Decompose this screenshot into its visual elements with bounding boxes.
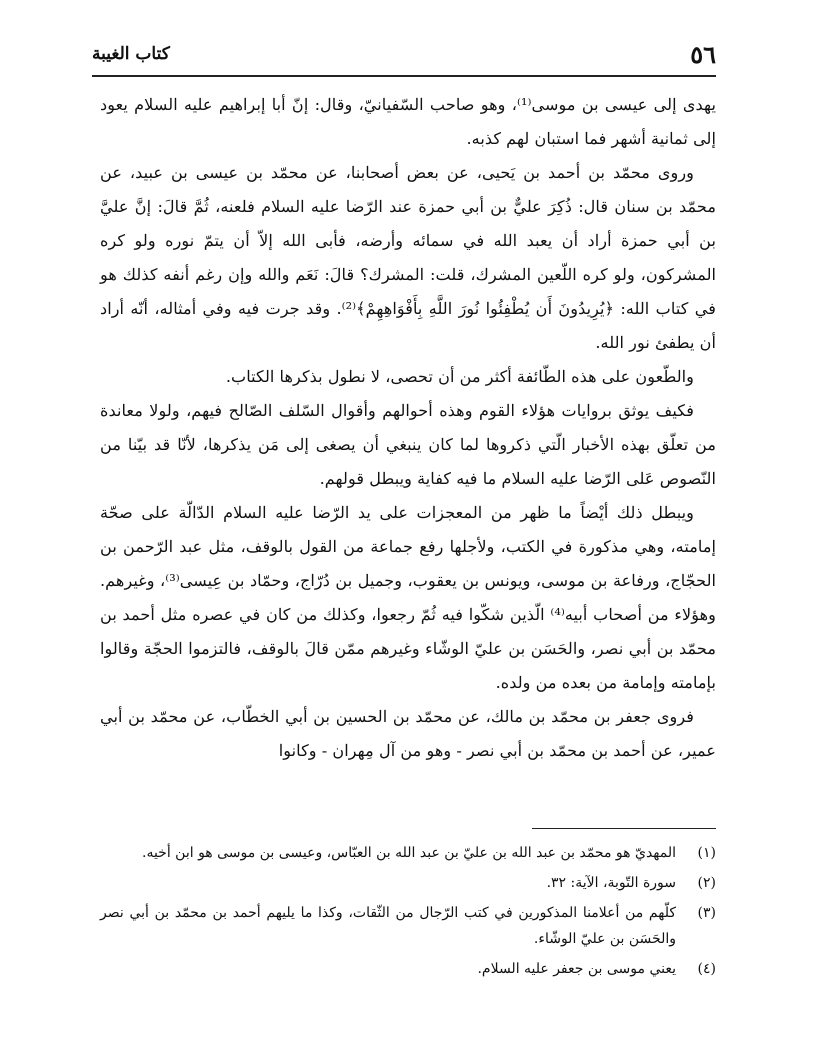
footnote-number: (٣) <box>697 905 716 921</box>
paragraph: ويبطل ذلك أيْضاً ما ظهر من المعجزات على يد الرّضا عليه السلام الدّالّة على صحّة إمامته، وهي مذكورة في الكتب، ولأجلها رفع جماعة من القول بالوقف، مثل عبد الرّحمن بن الحجّاج، ورفاعة بن موسى، ويونس بن يعقوب، وجميل بن دُرّاج، وحمّاد بن عِيسى⁽³⁾، وغيرهم. وهؤلاء من أصحاب أبيه⁽⁴⁾ الّذين شكّوا فيه ثُمّ رجعوا، وكذلك من كان في عصره مثل أحمد بن محمّد بن أبي نصر، والحَسَن بن عليّ الوشّاء وغيرهم ممّن قالَ بالوقف، فالتزموا الحجّة وقالوا بإمامته وإمامة من بعده من ولده. <box>100 503 717 692</box>
footnote <box>100 870 716 896</box>
footnote <box>100 840 716 866</box>
paragraph: يهدى إلى عيسى بن موسى⁽¹⁾، وهو صاحب السّفيانيّ، وقال: إنّ أبا إبراهيم عليه السلام يعود إلى ثمانية أشهر فما استبان لهم كذبه. <box>100 95 716 148</box>
footnote-text: سورة التّوبة، الآية: ٣٢. <box>546 875 676 891</box>
footnote-number: (١) <box>697 845 716 861</box>
footnotes <box>100 840 716 986</box>
paragraph: وروى محمّد بن أحمد بن يَحيى، عن بعض أصحابنا، عن محمّد بن عيسى بن عبيد، عن محمّد بن سنان قال: ذُكِرَ عليٌّ بن أبي حمزة عند الرّضا عليه السلام فلعنه، ثُمَّ قالَ: إنَّ عليَّ بن أبي حمزة أراد أن يعبد الله في سمائه وأرضه، فأبى الله إلاّ أن يتمّ نوره ولو كره المشركون، ولو كره اللّعين المشرك، قلت: المشرك؟ قالَ: نَعَم والله وإن رغم أنفه كذلك هو في كتاب الله: ﴿يُرِيدُونَ أَن يُطْفِئُوا نُورَ اللَّهِ بِأَفْوَاهِهِمْ﴾⁽²⁾. وقد جرت فيه وفي أمثاله، أنّه أراد أن يطفئ نور الله. <box>100 163 716 352</box>
footnote <box>100 900 716 952</box>
header-rule <box>92 75 716 77</box>
main-text <box>100 88 716 768</box>
footnote-text: المهديّ هو محمّد بن عبد الله بن عليّ بن عبد الله بن العبّاس، وعيسى بن موسى هو ابن أخيه. <box>142 845 676 861</box>
footnote-number: (٢) <box>697 875 716 891</box>
footnote <box>100 956 716 982</box>
footnote-separator <box>532 828 716 829</box>
page-header <box>92 40 716 70</box>
footnote-text: كلّهم من أعلامنا المذكورين في كتب الرّجال من الثّقات، وكذا ما يليهم أحمد بن محمّد بن أبي نصر والحَسَن بن عليّ الوشّاء. <box>100 905 676 947</box>
page-number: ٥٦ <box>690 40 716 69</box>
running-title: كتاب الغيبة <box>92 44 170 64</box>
paragraph: فروى جعفر بن محمّد بن مالك، عن محمّد بن الحسين بن أبي الخطّاب، عن محمّد بن أبي عمير، عن أحمد بن محمّد بن أبي نصر - وهو من آل مِهران - وكانوا <box>100 707 716 760</box>
paragraph: والطّعون على هذه الطّائفة أكثر من أن تحصى، لا نطول بذكرها الكتاب. <box>225 367 694 386</box>
footnote-text: يعني موسى بن جعفر عليه السلام. <box>477 961 676 977</box>
paragraph: فكيف يوثق بروايات هؤلاء القوم وهذه أحوالهم وأقوال السّلف الصّالح فيهم، ولولا معاندة من تعلّق بهذه الأخبار الّتي ذكروها لما كان ينبغي أن يصغى إلى مَن يذكرها، لأنّا قد بيّنا من النّصوص عَلى الرّضا عليه السلام ما فيه كفاية ويبطل قولهم. <box>100 401 716 488</box>
footnote-number: (٤) <box>697 961 716 977</box>
